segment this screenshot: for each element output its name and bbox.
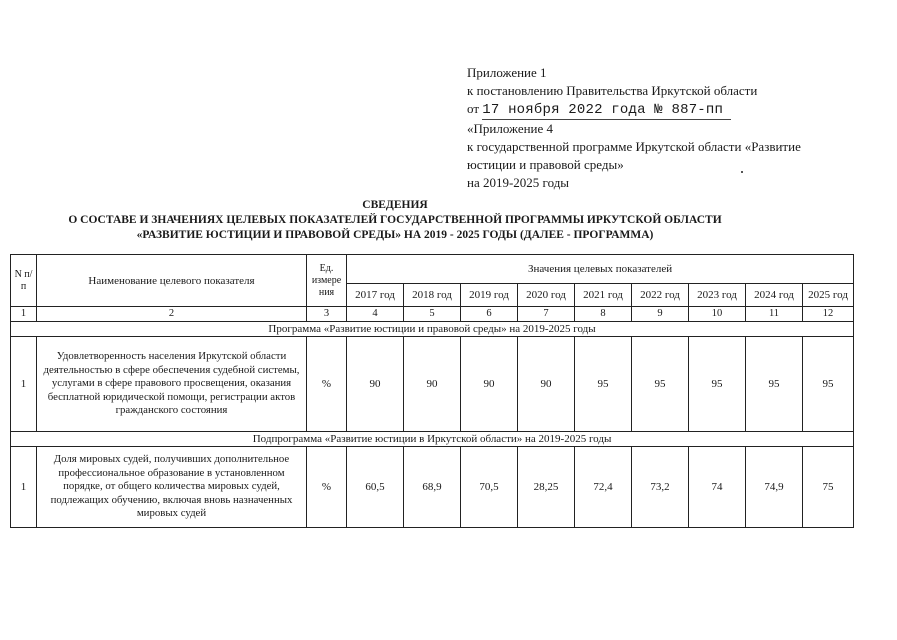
row-value: 95	[632, 337, 689, 432]
header-year: 2019 год	[461, 284, 518, 307]
col-number: 4	[347, 307, 404, 322]
section-subprogram: Подпрограмма «Развитие юстиции в Иркутской области» на 2019-2025 годы	[11, 432, 854, 447]
row-value: 95	[689, 337, 746, 432]
header-unit: Ед. измере ния	[307, 255, 347, 307]
appendix-sub-title: «Приложение 4	[467, 121, 554, 136]
table-header-row	[11, 255, 854, 284]
col-number: 7	[518, 307, 575, 322]
appendix-date-line	[467, 100, 847, 120]
row-value: 68,9	[404, 447, 461, 528]
header-year: 2023 год	[689, 284, 746, 307]
scan-speck	[741, 171, 743, 173]
col-number: 10	[689, 307, 746, 322]
row-indicator-name: Доля мировых судей, получивших дополнительное профессиональное образование в установленном порядке, от общего количества мировых судей, подлежащих обучению, включая вновь назначенных мировых судей	[37, 447, 307, 528]
col-number: 11	[746, 307, 803, 322]
appendix-date-prefix: от	[467, 101, 480, 116]
indicators-table	[10, 254, 854, 528]
col-number: 12	[803, 307, 854, 322]
table-section-row	[11, 432, 854, 447]
header-num: N п/п	[11, 255, 37, 307]
header-values: Значения целевых показателей	[347, 255, 854, 284]
document-heading	[20, 198, 770, 243]
row-value: 95	[803, 337, 854, 432]
appendix-program: к государственной программе Иркутской области «Развитие юстиции и правовой среды»	[467, 139, 801, 172]
row-value: 95	[575, 337, 632, 432]
col-number: 6	[461, 307, 518, 322]
col-number: 9	[632, 307, 689, 322]
header-name: Наименование целевого показателя	[37, 255, 307, 307]
row-value: 90	[461, 337, 518, 432]
header-year: 2017 год	[347, 284, 404, 307]
row-value: 60,5	[347, 447, 404, 528]
row-indicator-name: Удовлетворенность населения Иркутской области деятельностью в сфере обеспечения судебной системы, услугами в сфере правового просвещения, оказания бесплатной юридической помощи, регистрации актов гражданского состояния	[37, 337, 307, 432]
row-value: 73,2	[632, 447, 689, 528]
header-year: 2020 год	[518, 284, 575, 307]
header-year: 2022 год	[632, 284, 689, 307]
row-value: 74,9	[746, 447, 803, 528]
table-row	[11, 337, 854, 432]
row-unit: %	[307, 337, 347, 432]
header-year: 2018 год	[404, 284, 461, 307]
appendix-date-number: 17 ноября 2022 года № 887-пп	[482, 101, 731, 120]
appendix-resolution: к постановлению Правительства Иркутской области	[467, 83, 758, 98]
row-value: 72,4	[575, 447, 632, 528]
header-year: 2021 год	[575, 284, 632, 307]
heading-line-3: «РАЗВИТИЕ ЮСТИЦИИ И ПРАВОВОЙ СРЕДЫ» НА 2019 - 2025 ГОДЫ (ДАЛЕЕ - ПРОГРАММА)	[136, 229, 654, 241]
row-num: 1	[11, 447, 37, 528]
row-unit: %	[307, 447, 347, 528]
col-number: 5	[404, 307, 461, 322]
col-number: 1	[11, 307, 37, 322]
row-value: 70,5	[461, 447, 518, 528]
col-number: 2	[37, 307, 307, 322]
row-value: 90	[404, 337, 461, 432]
row-value: 75	[803, 447, 854, 528]
col-number: 3	[307, 307, 347, 322]
appendix-years: на 2019-2025 годы	[467, 175, 570, 190]
header-year: 2025 год	[803, 284, 854, 307]
table-colnum-row	[11, 307, 854, 322]
row-value: 90	[347, 337, 404, 432]
row-num: 1	[11, 337, 37, 432]
table-row	[11, 447, 854, 528]
header-year: 2024 год	[746, 284, 803, 307]
row-value: 90	[518, 337, 575, 432]
appendix-title: Приложение 1	[467, 65, 547, 80]
col-number: 8	[575, 307, 632, 322]
row-value: 74	[689, 447, 746, 528]
appendix-block	[467, 64, 847, 192]
row-value: 95	[746, 337, 803, 432]
section-program: Программа «Развитие юстиции и правовой среды» на 2019-2025 годы	[11, 322, 854, 337]
heading-line-2: О СОСТАВЕ И ЗНАЧЕНИЯХ ЦЕЛЕВЫХ ПОКАЗАТЕЛЕЙ ГОСУДАРСТВЕННОЙ ПРОГРАММЫ ИРКУТСКОЙ ОБЛАСТИ	[68, 214, 722, 226]
table-section-row	[11, 322, 854, 337]
row-value: 28,25	[518, 447, 575, 528]
heading-line-1: СВЕДЕНИЯ	[362, 199, 428, 211]
